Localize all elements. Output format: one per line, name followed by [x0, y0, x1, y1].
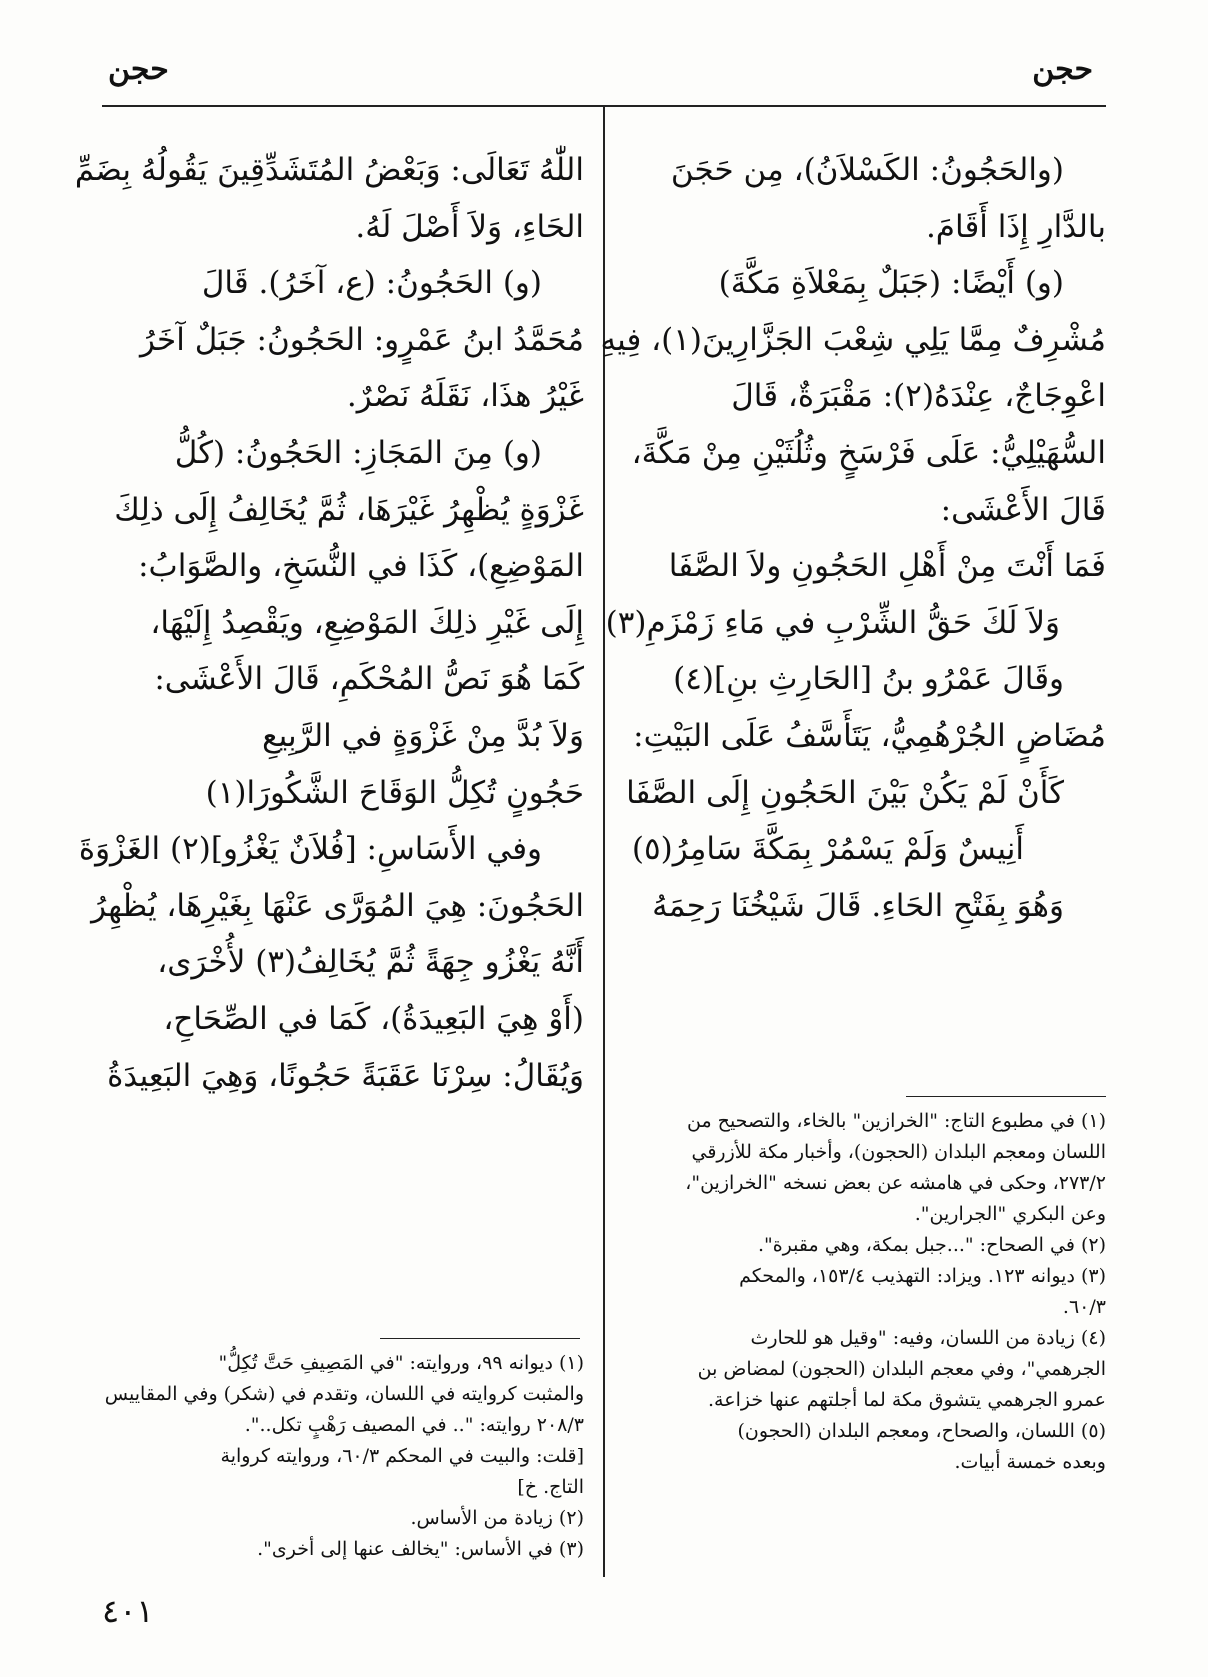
header-word-left: حجن [108, 52, 169, 87]
text-line: أَنَّهُ يَغْزُو جِهَةً ثُمَّ يُخَالِفُ(٣) لأُخْرَى، [157, 944, 584, 981]
left-column [74, 142, 584, 1104]
text-line: (و) مِنَ المَجَازِ: الحَجُونُ: (كُلُّ [174, 434, 542, 471]
text-line: (والحَجُونُ: الكَسْلاَنُ)، مِن حَجَنَ [670, 152, 1064, 188]
text-line: بالدَّارِ إِذَا أَقَامَ. [925, 208, 1106, 245]
text-line: حَجُونٍ تُكِلُّ الوَقَاحَ الشَّكُورَا(١) [205, 774, 584, 811]
text-line: إِلَى غَيْرِ ذلِكَ المَوْضِعِ، ويَقْصِدُ إِلَيْهَا، [150, 604, 584, 641]
text-line: غَزْوَةٍ يُظْهِرُ غَيْرَهَا، ثُمَّ يُخَالِفُ إِلَى ذلِكَ [114, 491, 584, 528]
text-line: الحَاءِ، وَلاَ أَصْلَ لَهُ. [355, 208, 584, 245]
footnote-rule-right [906, 1096, 1106, 1097]
text-line: كَمَا هُوَ نَصُّ المُحْكَمِ، قَالَ الأَعْشَى: [154, 661, 584, 698]
footnote-line: (١) ديوانه ٩٩، وروايته: "في المَصِيفِ حَتَّ تُكِلُّ" [218, 1352, 584, 1374]
text-line: وقَالَ عَمْرُو بنُ [الحَارِثِ بنِ](٤) [673, 661, 1064, 698]
footnote-line: (١) في مطبوع التاج: "الخرازين" بالخاء، والتصحيح من [687, 1110, 1106, 1132]
footnote-line: (٢) في الصحاح: "...جبل بمكة، وهي مقبرة". [757, 1234, 1106, 1256]
text-line: (و) أَيْضًا: (جَبَلٌ بِمَعْلاَةِ مَكَّةَ) [718, 265, 1064, 302]
text-line: وَلاَ لَكَ حَقُّ الشِّرْبِ في مَاءِ زَمْزَمِ(٣) [605, 604, 1060, 641]
footnote-line: (٣) في الأساس: "يخالف عنها إلى أخرى". [257, 1538, 584, 1560]
footnote-rule-left [380, 1338, 580, 1339]
text-line: السُّهَيْلِيُّ: عَلَى فَرْسَخٍ وثُلُثَيْنِ مِنْ مَكَّةَ، [631, 434, 1106, 471]
text-line: الحَجُونَ: هِيَ المُوَرَّى عَنْهَا بِغَيْرِهَا، يُظْهِرُ [91, 887, 584, 924]
footnote-line: الجرهمي"، وفي معجم البلدان (الحجون) لمضاض بن [697, 1358, 1106, 1380]
footnote-line: ٢٠٨/٣ روايته: ".. في المصيف رَهْبٍ تكل..". [244, 1414, 584, 1436]
text-line: المَوْضِعِ)، كَذَا في النُّسَخِ، والصَّوَابُ: [138, 548, 584, 585]
text-line: اعْوِجَاجٌ، عِنْدَهُ(٢): مَقْبَرَةٌ، قَالَ [731, 378, 1106, 415]
text-line: قَالَ الأَعْشَى: [940, 491, 1106, 528]
text-line: وَيُقَالُ: سِرْنَا عَقَبَةً حَجُونًا، وَهِيَ البَعِيدَةُ [107, 1057, 584, 1094]
page-number: ٤٠١ [102, 1592, 154, 1630]
footnote-line: [قلت: والبيت في المحكم ٦٠/٣، وروايته كرواية [220, 1445, 584, 1467]
text-line: وفي الأَسَاسِ: [فُلاَنٌ يَغْزُو](٢) الغَزْوَةَ [78, 831, 542, 868]
right-footnotes [626, 1106, 1106, 1478]
footnote-line: التاج. خ] [517, 1476, 584, 1498]
footnote-line: (٤) زيادة من اللسان، وفيه: "وقيل هو للحارث [750, 1327, 1106, 1349]
text-line: مُشْرِفٌ مِمَّا يَلِي شِعْبَ الجَزَّارِينَ(١)، فِيهِ [600, 321, 1106, 358]
footnote-line: وبعده خمسة أبيات. [954, 1451, 1106, 1473]
text-line: كَأَنْ لَمْ يَكُنْ بَيْنَ الحَجُونِ إِلَى الصَّفَا [626, 774, 1064, 811]
footnote-line: وعن البكري "الجرارين". [914, 1203, 1106, 1225]
text-line: مُحَمَّدُ ابنُ عَمْرٍو: الحَجُونُ: جَبَلٌ آخَرُ [139, 321, 584, 358]
footnote-line: ٢٧٣/٢، وحكى في هامشه عن بعض نسخه "الخرازين"، [685, 1172, 1106, 1194]
text-line: وَهُوَ بِفَتْحِ الحَاءِ. قَالَ شَيْخُنَا رَحِمَهُ [652, 887, 1064, 924]
footnote-line: اللسان ومعجم البلدان (الحجون)، وأخبار مكة للأزرقي [691, 1141, 1106, 1163]
text-line: مُضَاضٍ الجُرْهُمِيُّ، يَتَأَسَّفُ عَلَى البَيْتِ: [633, 717, 1106, 754]
footnote-line: (٣) ديوانه ١٢٣. ويزاد: التهذيب ١٥٣/٤، والمحكم [739, 1265, 1106, 1287]
text-line: فَمَا أَنْتَ مِنْ أَهْلِ الحَجُونِ ولاَ الصَّفَا [668, 548, 1106, 585]
footnote-line: ٦٠/٣. [1062, 1296, 1106, 1318]
footnote-line: (٢) زيادة من الأساس. [410, 1507, 584, 1529]
left-footnotes [102, 1348, 584, 1565]
footnote-line: (٥) اللسان، والصحاح، ومعجم البلدان (الحجون) [737, 1420, 1106, 1442]
footnote-line: عمرو الجرهمي يتشوق مكة لما أجلتهم عنها خزاعة. [708, 1389, 1106, 1411]
text-line: اللّٰهُ تَعَالَى: وَبَعْضُ المُتَشَدِّقِينَ يَقُولُهُ بِضَمِّ [74, 152, 584, 188]
text-line: وَلاَ بُدَّ مِنْ غَزْوَةٍ في الرَّبِيعِ [262, 717, 584, 754]
text-line: (أَوْ هِيَ البَعِيدَةُ)، كَمَا في الصِّحَاحِ، [163, 1000, 584, 1037]
text-line: (و) الحَجُونُ: (ع، آخَرُ). قَالَ [201, 265, 542, 302]
header-word-right: حجن [1032, 52, 1093, 87]
footnote-line: والمثبت كروايته في اللسان، وتقدم في (شكر) وفي المقاييس [104, 1383, 584, 1405]
text-line: أَنِيسٌ وَلَمْ يَسْمُرْ بِمَكَّةَ سَامِرُ(٥) [631, 831, 1024, 868]
text-line: غَيْرُ هذَا، نَقَلَهُ نَصْرٌ. [346, 378, 584, 415]
right-column [600, 142, 1106, 934]
